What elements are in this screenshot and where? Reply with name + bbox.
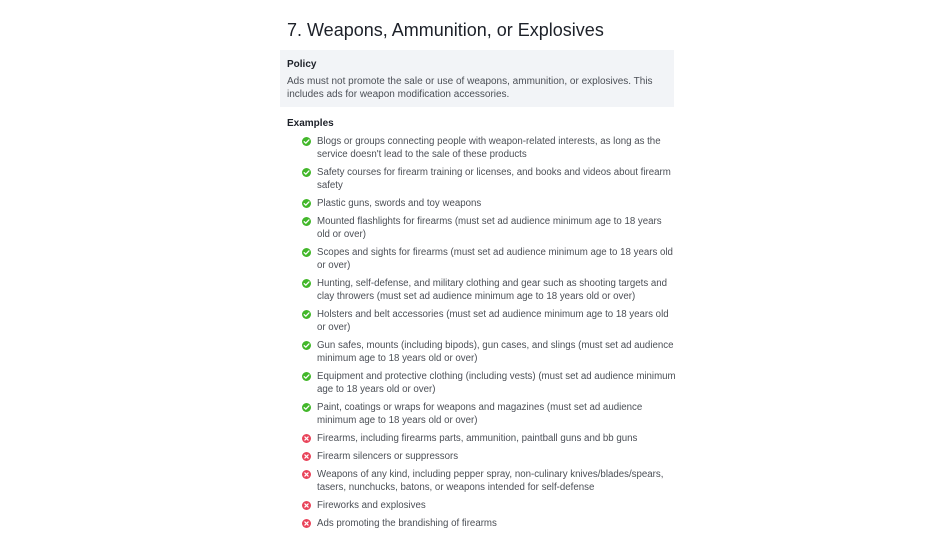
allowed-example-item	[287, 246, 677, 272]
disallowed-example-item	[287, 450, 677, 463]
check-circle-icon	[302, 279, 311, 288]
policy-text: Ads must not promote the sale or use of weapons, ammunition, or explosives. This includes ads for weapon modification accessories.	[287, 76, 653, 100]
allowed-example-item	[287, 339, 677, 365]
check-circle-icon	[302, 168, 311, 177]
x-circle-icon	[302, 470, 311, 479]
allowed-example-item	[287, 197, 677, 210]
policy-document	[287, 0, 677, 535]
example-text: Plastic guns, swords and toy weapons	[317, 198, 482, 209]
example-text: Fireworks and explosives	[317, 500, 426, 511]
allowed-example-item	[287, 308, 677, 334]
check-circle-icon	[302, 372, 311, 381]
examples-heading: Examples	[287, 118, 334, 129]
example-text: Weapons of any kind, including pepper spray, non-culinary knives/blades/spears, tasers, nunchucks, batons, or weapons intended for self-defense	[317, 469, 664, 493]
section-title: 7. Weapons, Ammunition, or Explosives	[287, 20, 604, 40]
check-circle-icon	[302, 217, 311, 226]
x-circle-icon	[302, 452, 311, 461]
example-text: Scopes and sights for firearms (must set ad audience minimum age to 18 years old or over)	[317, 247, 673, 271]
example-text: Firearm silencers or suppressors	[317, 451, 459, 462]
example-text: Equipment and protective clothing (including vests) (must set ad audience minimum age to 18 years old or over)	[317, 371, 676, 395]
allowed-example-item	[287, 135, 677, 161]
example-text: Holsters and belt accessories (must set ad audience minimum age to 18 years old or over)	[317, 309, 669, 333]
disallowed-example-item	[287, 468, 677, 494]
example-text: Blogs or groups connecting people with weapon-related interests, as long as the service doesn't lead to the sale of these products	[317, 136, 661, 160]
check-circle-icon	[302, 341, 311, 350]
allowed-example-item	[287, 166, 677, 192]
example-text: Paint, coatings or wraps for weapons and magazines (must set ad audience minimum age to 18 years old or over)	[317, 402, 643, 426]
check-circle-icon	[302, 199, 311, 208]
check-circle-icon	[302, 403, 311, 412]
example-text: Ads promoting the brandishing of firearms	[317, 518, 497, 529]
policy-box	[280, 50, 674, 107]
example-text: Gun safes, mounts (including bipods), gun cases, and slings (must set ad audience minimum age to 18 years old or over)	[317, 340, 674, 364]
check-circle-icon	[302, 137, 311, 146]
x-circle-icon	[302, 519, 311, 528]
check-circle-icon	[302, 310, 311, 319]
disallowed-example-item	[287, 517, 677, 530]
disallowed-example-item	[287, 432, 677, 445]
check-circle-icon	[302, 248, 311, 257]
allowed-example-item	[287, 215, 677, 241]
example-text: Hunting, self-defense, and military clothing and gear such as shooting targets and clay throwers (must set ad audience minimum age to 18 years old or over)	[317, 278, 668, 302]
x-circle-icon	[302, 434, 311, 443]
example-list	[287, 135, 677, 530]
policy-heading: Policy	[287, 59, 317, 70]
allowed-example-item	[287, 277, 677, 303]
example-text: Mounted flashlights for firearms (must set ad audience minimum age to 18 years old or over)	[317, 216, 662, 240]
example-text: Safety courses for firearm training or licenses, and books and videos about firearm safety	[317, 167, 671, 191]
example-text: Firearms, including firearms parts, ammunition, paintball guns and bb guns	[317, 433, 638, 444]
x-circle-icon	[302, 501, 311, 510]
allowed-example-item	[287, 401, 677, 427]
disallowed-example-item	[287, 499, 677, 512]
allowed-example-item	[287, 370, 677, 396]
